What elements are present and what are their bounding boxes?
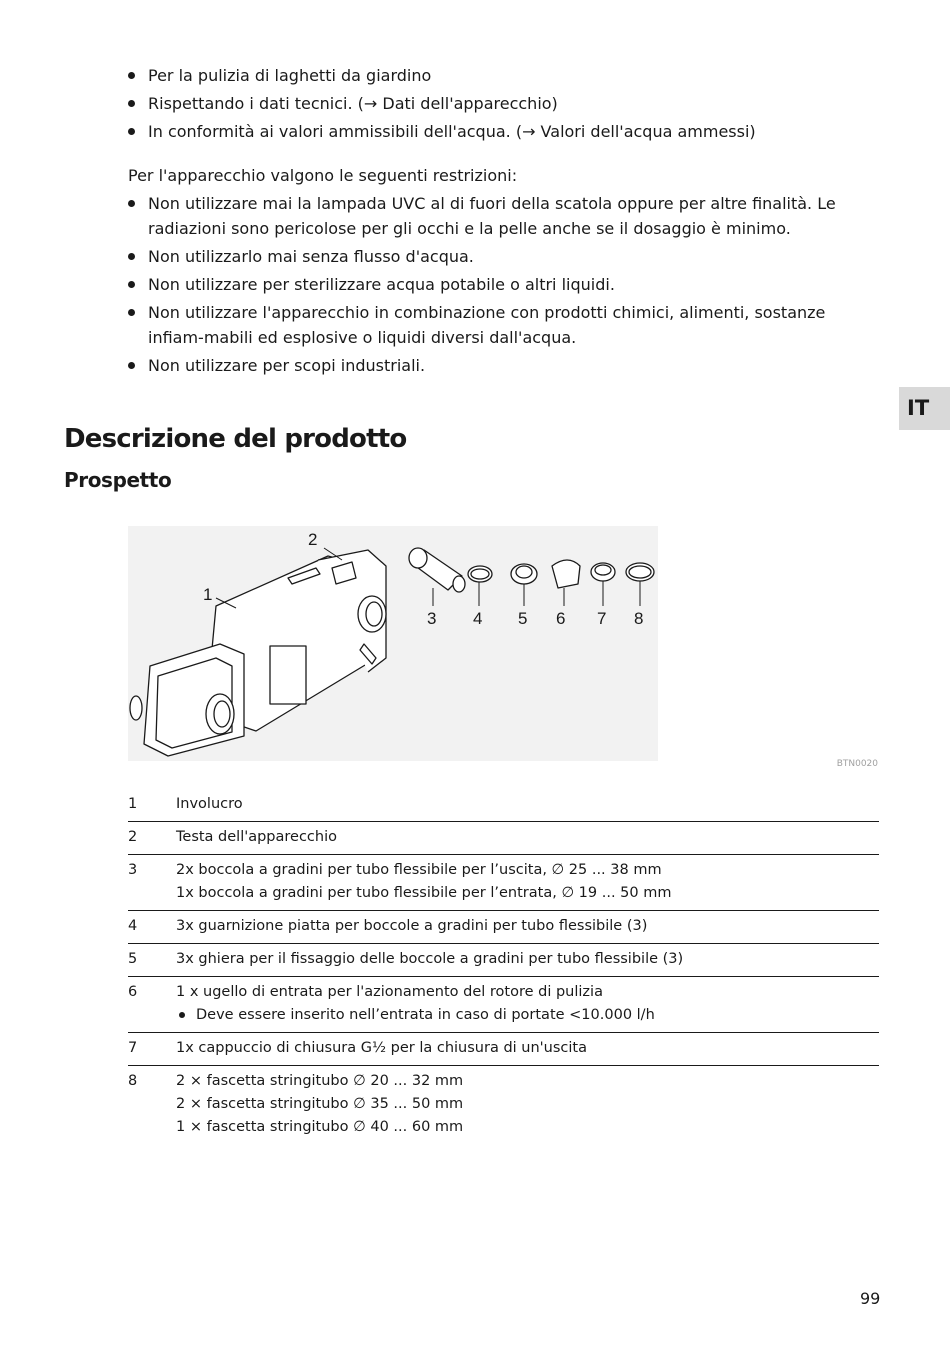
legend-table <box>128 789 879 1144</box>
legend-row <box>128 855 879 911</box>
legend-number: 2 <box>128 829 138 845</box>
legend-number: 8 <box>128 1073 138 1089</box>
legend-text: 2x boccola a gradini per tubo flessibile per l’uscita, ∅ 25 ... 38 mm <box>176 862 662 878</box>
legend-text: 1x cappuccio di chiusura G½ per la chiusura di un'uscita <box>176 1040 587 1056</box>
product-overview-figure <box>128 526 658 761</box>
legend-text: 3x guarnizione piatta per boccole a gradini per tubo flessibile (3) <box>176 918 648 934</box>
restrictions-intro: Per l'apparecchio valgono le seguenti restrizioni: <box>128 166 518 185</box>
figure-code: BTN0020 <box>836 759 878 769</box>
legend-number: 4 <box>128 918 138 934</box>
legend-row <box>128 822 879 855</box>
figure-label: 5 <box>518 609 528 628</box>
legend-number: 3 <box>128 862 138 878</box>
section-title: Descrizione del prodotto <box>64 424 407 454</box>
legend-number: 5 <box>128 951 138 967</box>
legend-text: 1 × fascetta stringitubo ∅ 40 ... 60 mm <box>176 1119 464 1135</box>
intro-bullet: In conformità ai valori ammissibili dell'acqua. (→ Valori dell'acqua ammessi) <box>128 119 883 144</box>
product-illustration <box>128 526 658 761</box>
legend-text: 3x ghiera per il fissaggio delle boccole a gradini per tubo flessibile (3) <box>176 951 684 967</box>
legend-text: 1x boccola a gradini per tubo flessibile per l’entrata, ∅ 19 ... 50 mm <box>176 885 672 901</box>
legend-sub-bullet: Deve essere inserito nell’entrata in caso di portate <10.000 l/h <box>176 1004 879 1027</box>
figure-label: 2 <box>308 530 318 549</box>
legend-row <box>128 1066 879 1144</box>
figure-label: 7 <box>597 609 607 628</box>
legend-number: 1 <box>128 796 138 812</box>
page-number: 99 <box>860 1289 881 1308</box>
figure-label: 8 <box>634 609 644 628</box>
legend-row <box>128 944 879 977</box>
restriction-item: Non utilizzare per scopi industriali. <box>128 353 883 378</box>
figure-label: 3 <box>427 609 437 628</box>
restriction-item: Non utilizzare mai la lampada UVC al di fuori della scatola oppure per altre finalità. Le radiazioni sono pericolose per gli occhi e la pelle anche se il dosaggio è minimo. <box>128 191 883 241</box>
figure-label: 1 <box>203 585 213 604</box>
legend-text: 1 x ugello di entrata per l'azionamento del rotore di pulizia <box>176 984 603 1000</box>
subsection-title: Prospetto <box>64 468 172 492</box>
legend-number: 6 <box>128 984 138 1000</box>
legend-row <box>128 911 879 944</box>
legend-text: 2 × fascetta stringitubo ∅ 20 ... 32 mm <box>176 1073 464 1089</box>
restriction-item: Non utilizzare per sterilizzare acqua potabile o altri liquidi. <box>128 272 883 297</box>
figure-label: 4 <box>473 609 483 628</box>
figure-label: 6 <box>556 609 566 628</box>
legend-text: Testa dell'apparecchio <box>176 829 337 845</box>
legend-text: Involucro <box>176 796 243 812</box>
language-tab: IT <box>899 387 950 430</box>
legend-row <box>128 1033 879 1066</box>
legend-row <box>128 977 879 1033</box>
restrictions-list <box>128 191 883 381</box>
legend-number: 7 <box>128 1040 138 1056</box>
intro-bullet: Per la pulizia di laghetti da giardino <box>128 63 883 88</box>
legend-text: 2 × fascetta stringitubo ∅ 35 ... 50 mm <box>176 1096 464 1112</box>
intro-bullet: Rispettando i dati tecnici. (→ Dati dell'apparecchio) <box>128 91 883 116</box>
restriction-item: Non utilizzare l'apparecchio in combinazione con prodotti chimici, alimenti, sostanze infiam-mabili ed esplosive o liquidi diversi dall'acqua. <box>128 300 883 350</box>
legend-row <box>128 789 879 822</box>
restriction-item: Non utilizzarlo mai senza flusso d'acqua. <box>128 244 883 269</box>
intro-bullet-list <box>128 63 883 147</box>
